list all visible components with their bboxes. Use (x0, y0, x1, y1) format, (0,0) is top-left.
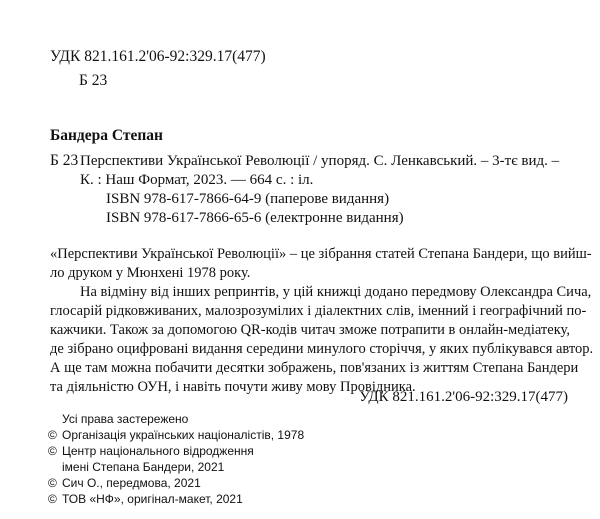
rights-item-text: Сич О., передмова, 2021 (62, 476, 201, 490)
isbn-paper: ISBN 978-617-7866-64-9 (паперове видання) (106, 191, 390, 207)
rights-item (48, 427, 304, 443)
annotation-line: де зібрано оцифровані видання середини минулого сторіччя, у яких публікувався автор. (50, 341, 594, 357)
copyright-icon: © (48, 492, 57, 506)
rights-item-text: Центр національного відродження (62, 444, 254, 458)
udk-index: УДК 821.161.2'06-92:329.17(477) (50, 48, 266, 65)
author-mark-side: Б 23 (50, 152, 79, 169)
isbn-electronic: ISBN 978-617-7866-65-6 (електронне видання) (106, 210, 404, 226)
rights-item (48, 475, 304, 491)
rights-item-text: ТОВ «НФ», оригінал-макет, 2021 (62, 492, 243, 506)
rights-item (48, 491, 304, 507)
rights-item-continuation: імені Степана Бандери, 2021 (62, 460, 225, 474)
title-line: Перспективи Української Революції / упоряд. С. Ленкавський. – 3-тє вид. – (80, 153, 560, 169)
copyright-icon: © (48, 476, 57, 490)
rights-item (48, 443, 304, 459)
annotation-line: ло друком у Мюнхені 1978 року. (50, 265, 251, 281)
bibliographic-record (80, 152, 580, 228)
author-mark: Б 23 (79, 72, 108, 89)
annotation-line: На відміну від інших репринтів, у цій книжці додано передмову Олександра Сича, (80, 284, 592, 300)
author-name: Бандера Степан (50, 127, 163, 144)
udk-index-footer: УДК 821.161.2'06-92:329.17(477) (359, 389, 568, 405)
rights-reserved: Усі права застережено (62, 412, 189, 426)
copyright-icon: © (48, 428, 57, 442)
annotation-line: А ще там можна побачити десятки зображень, пов'язаних із життям Степана Бандери (50, 360, 579, 376)
annotation-line: глосарій рідковживаних, малозрозумілих і діалектних слів, іменний і географічний по- (50, 303, 587, 319)
rights-item-text: Організація українських націоналістів, 1978 (62, 428, 305, 442)
annotation-line: та діяльністю ОУН, і навіть почути живу мову Провідника. (50, 379, 416, 395)
annotation-line: «Перспективи Української Революції» – це зібрання статей Степана Бандери, що вийш- (50, 246, 592, 262)
annotation-line: кажчики. Також за допомогою QR-кодів читач зможе потрапити в онлайн-медіатеку, (50, 322, 570, 338)
copyright-icon: © (48, 444, 57, 458)
rights-block (48, 411, 304, 507)
imprint-line: К. : Наш Формат, 2023. — 664 с. : іл. (80, 172, 314, 188)
annotation (50, 245, 594, 397)
